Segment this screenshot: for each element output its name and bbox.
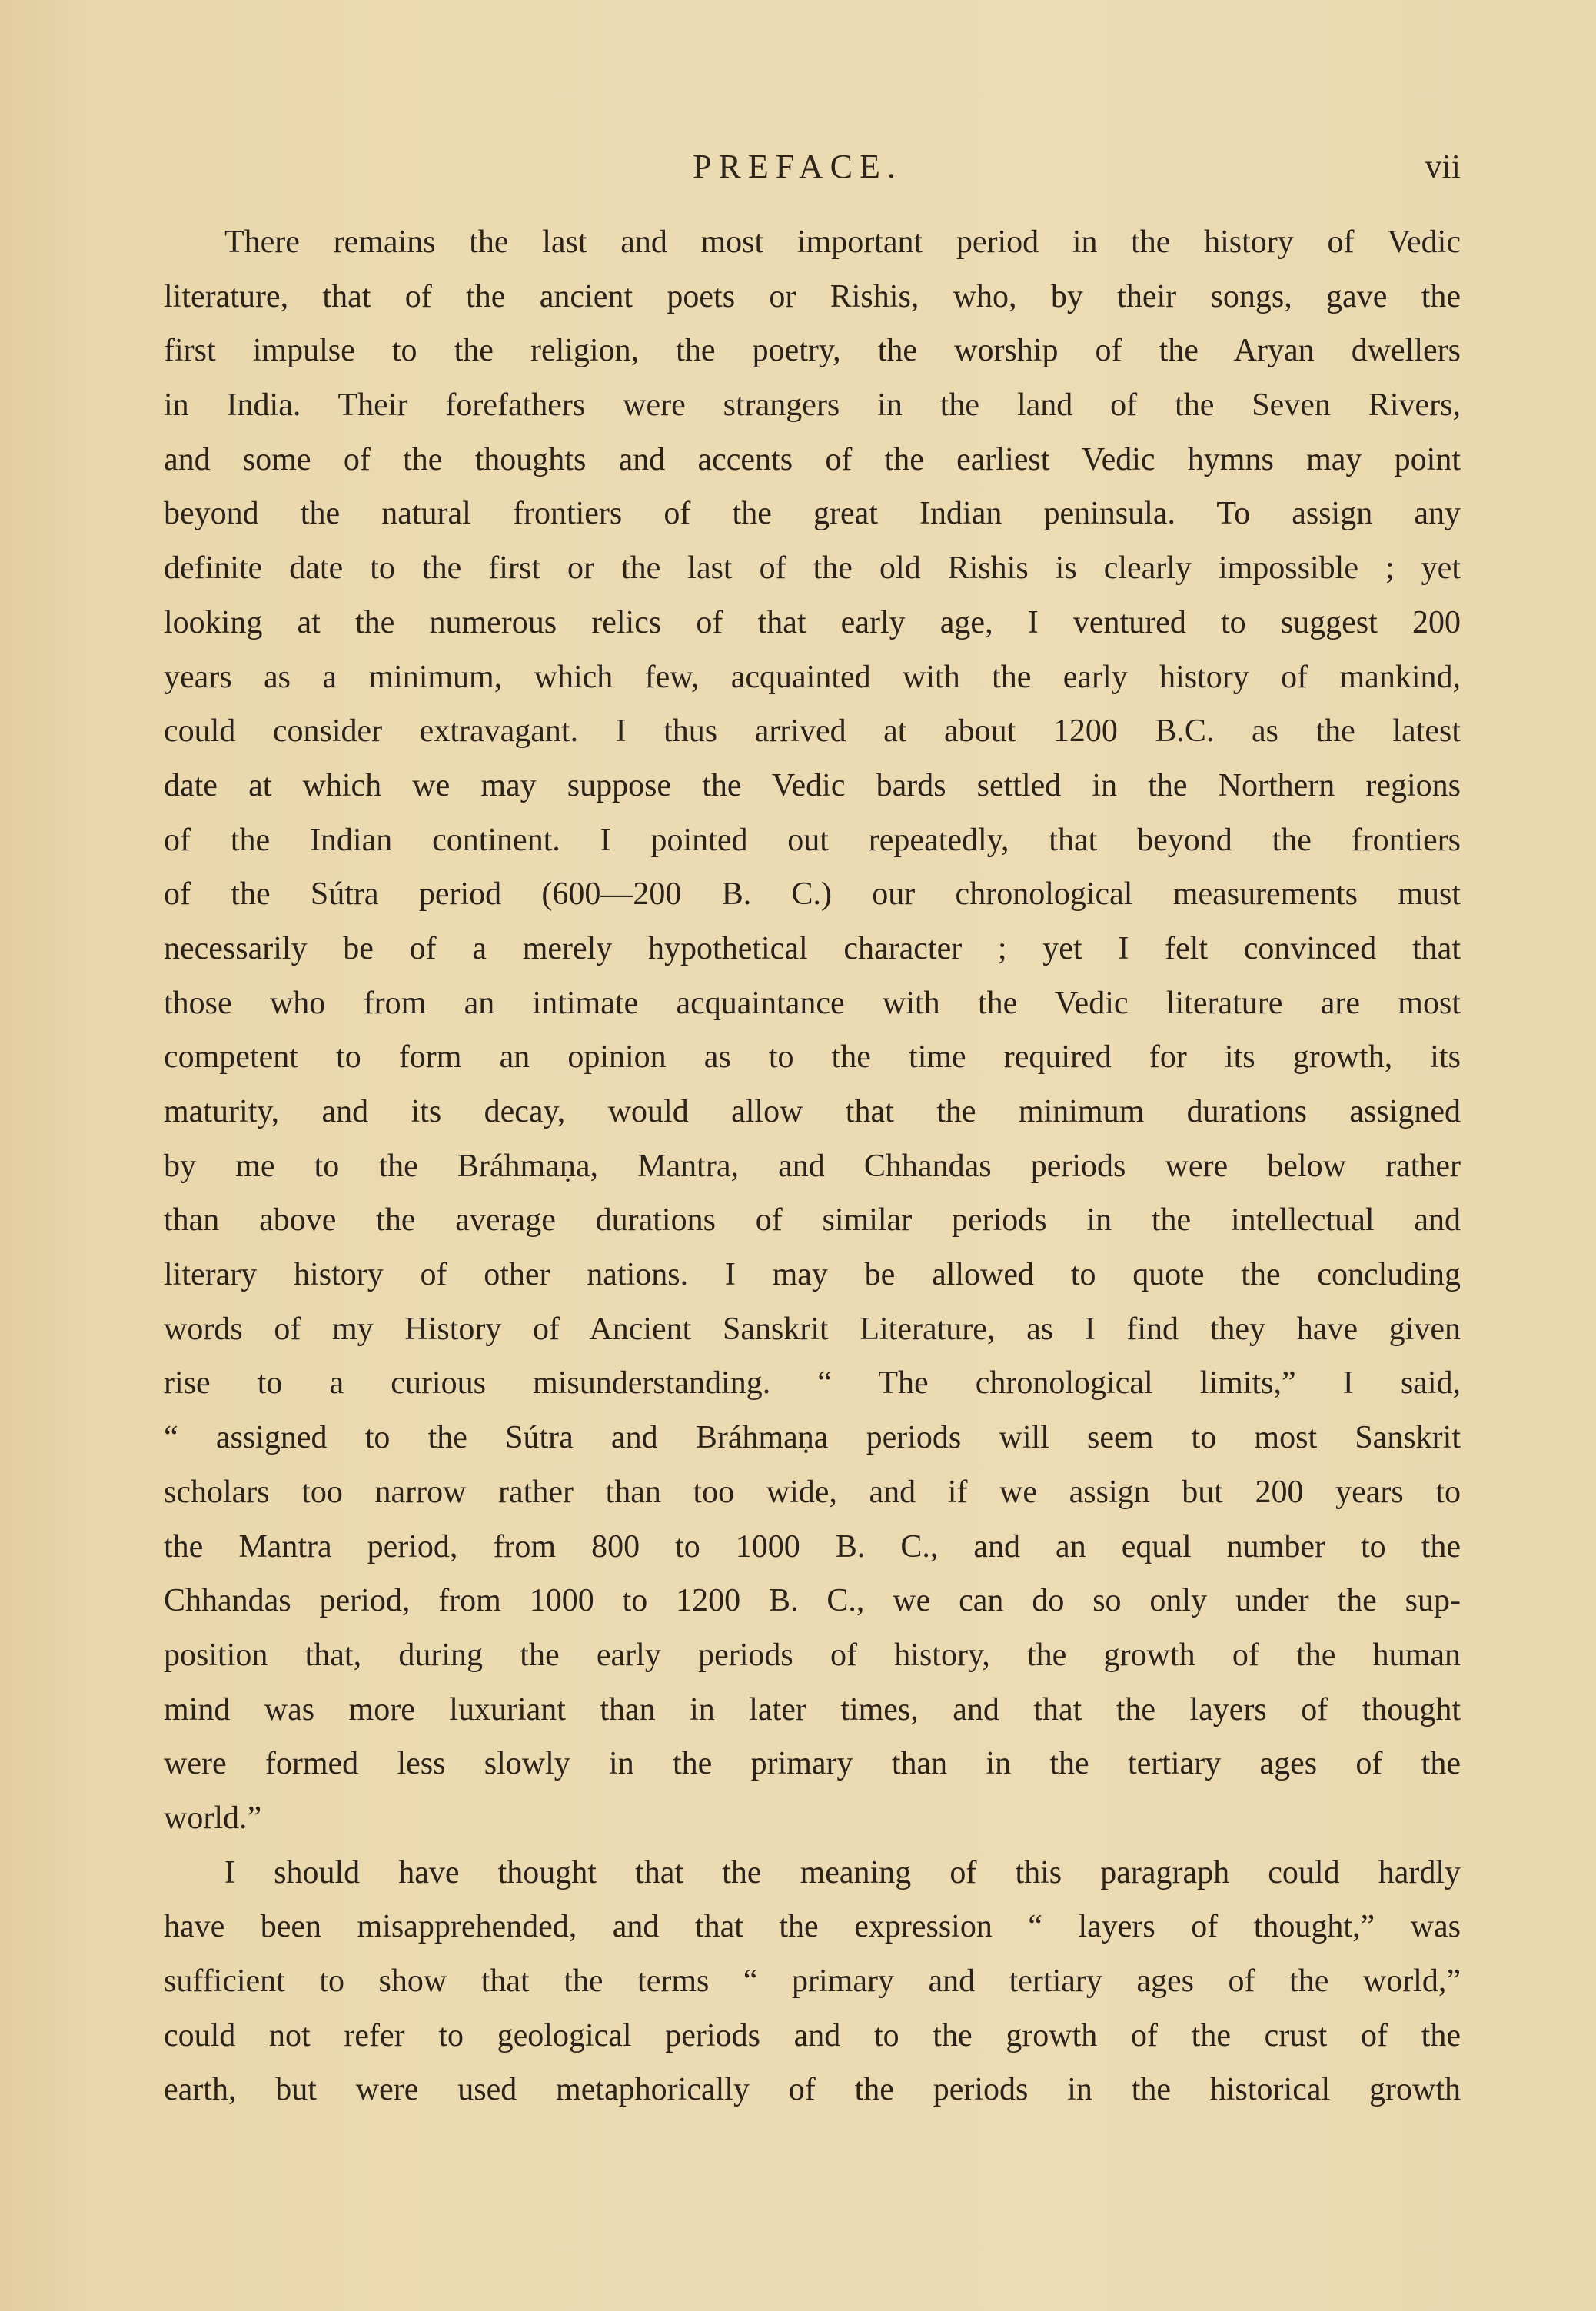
- text-line: [164, 1139, 1461, 1194]
- body-text: [164, 215, 1461, 2117]
- text-line-content: first impulse to the religion, the poetry, the worship of the Aryan dwellers: [164, 333, 1461, 369]
- text-line: [164, 1683, 1461, 1737]
- text-line-content: looking at the numerous relics of that early age, I ventured to suggest 200: [164, 604, 1461, 640]
- text-line-content: scholars too narrow rather than too wide, and if we assign but 200 years to: [164, 1474, 1461, 1510]
- text-line-content: world.”: [164, 1800, 262, 1836]
- text-line-content: definite date to the first or the last of the old Rishis is clearly impossible ; yet: [164, 550, 1461, 587]
- text-line: [164, 541, 1461, 596]
- text-line: [164, 704, 1461, 759]
- text-line: [164, 1628, 1461, 1683]
- text-line-content: earth, but were used metaphorically of the periods in the historical growth: [164, 2072, 1461, 2108]
- text-line: [164, 1846, 1461, 1900]
- text-line: [164, 813, 1461, 868]
- text-line: [164, 1791, 1461, 1846]
- text-line: [164, 867, 1461, 922]
- running-title: PREFACE.: [693, 148, 903, 185]
- text-line: [164, 1030, 1461, 1085]
- text-line: [164, 596, 1461, 650]
- text-line-content: than above the average durations of similar periods in the intellectual and: [164, 1202, 1461, 1239]
- text-line: [164, 1900, 1461, 1954]
- text-line: [164, 2009, 1461, 2063]
- text-line-content: literature, that of the ancient poets or Rishis, who, by their songs, gave the: [164, 278, 1461, 314]
- text-line: [164, 1193, 1461, 1248]
- text-line: [164, 324, 1461, 378]
- text-line: [164, 1411, 1461, 1465]
- text-line-content: “ assigned to the Sútra and Bráhmaṇa periods will seem to most Sanskrit: [164, 1420, 1461, 1456]
- text-line: [164, 215, 1461, 270]
- text-line: [164, 2063, 1461, 2117]
- text-line-content: years as a minimum, which few, acquainted with the early history of mankind,: [164, 659, 1461, 695]
- text-line-content: date at which we may suppose the Vedic bards settled in the Northern regions: [164, 767, 1461, 803]
- text-line-content: competent to form an opinion as to the time required for its growth, its: [164, 1039, 1461, 1076]
- text-line: [164, 976, 1461, 1031]
- text-line-content: of the Indian continent. I pointed out repeatedly, that beyond the frontiers: [164, 822, 1461, 858]
- text-line: [164, 270, 1461, 324]
- text-line: [164, 1574, 1461, 1628]
- text-line-content: were formed less slowly in the primary than in the tertiary ages of the: [164, 1746, 1461, 1782]
- text-line-content: I should have thought that the meaning of this paragraph could hardly: [224, 1854, 1461, 1890]
- text-line-content: There remains the last and most important period in the history of Vedic: [224, 224, 1461, 260]
- text-line-content: the Mantra period, from 800 to 1000 B. C., and an equal number to the: [164, 1528, 1461, 1564]
- text-line: [164, 1248, 1461, 1302]
- text-line-content: beyond the natural frontiers of the great Indian peninsula. To assign any: [164, 496, 1461, 532]
- text-line: [164, 1954, 1461, 2009]
- text-line: [164, 922, 1461, 976]
- text-line-content: and some of the thoughts and accents of the earliest Vedic hymns may point: [164, 441, 1461, 477]
- text-line-content: Chhandas period, from 1000 to 1200 B. C., we can do so only under the sup-: [164, 1583, 1461, 1619]
- text-line-content: could not refer to geological periods and to the growth of the crust of the: [164, 2017, 1461, 2053]
- text-line: [164, 1520, 1461, 1574]
- running-head: [164, 148, 1461, 186]
- text-line-content: have been misapprehended, and that the expression “ layers of thought,” was: [164, 1909, 1461, 1945]
- text-line: [164, 1085, 1461, 1139]
- text-line: [164, 433, 1461, 487]
- text-line-content: rise to a curious misunderstanding. “ The chronological limits,” I said,: [164, 1365, 1461, 1402]
- text-line-content: in India. Their forefathers were strangers in the land of the Seven Rivers,: [164, 387, 1461, 424]
- text-line: [164, 1737, 1461, 1791]
- text-line-content: could consider extravagant. I thus arrived at about 1200 B.C. as the latest: [164, 713, 1461, 750]
- text-line-content: words of my History of Ancient Sanskrit Literature, as I find they have given: [164, 1311, 1461, 1347]
- text-line: [164, 1465, 1461, 1520]
- text-line: [164, 1302, 1461, 1357]
- text-line: [164, 378, 1461, 433]
- text-line: [164, 759, 1461, 813]
- text-line-content: maturity, and its decay, would allow that the minimum durations assigned: [164, 1094, 1461, 1129]
- text-line-content: those who from an intimate acquaintance with the Vedic literature are most: [164, 985, 1461, 1021]
- text-line-content: mind was more luxuriant than in later times, and that the layers of thought: [164, 1691, 1461, 1727]
- text-line-content: sufficient to show that the terms “ primary and tertiary ages of the world,”: [164, 1964, 1461, 1999]
- text-line-content: literary history of other nations. I may be allowed to quote the concluding: [164, 1257, 1461, 1293]
- text-line-content: necessarily be of a merely hypothetical character ; yet I felt convinced that: [164, 930, 1461, 966]
- page-number: vii: [1425, 148, 1461, 185]
- text-line: [164, 1356, 1461, 1411]
- text-line: [164, 487, 1461, 541]
- text-line-content: by me to the Bráhmaṇa, Mantra, and Chhandas periods were below rather: [164, 1148, 1461, 1184]
- text-line: [164, 650, 1461, 705]
- text-line-content: position that, during the early periods of history, the growth of the human: [164, 1637, 1461, 1673]
- text-line-content: of the Sútra period (600—200 B. C.) our chronological measurements must: [164, 876, 1461, 913]
